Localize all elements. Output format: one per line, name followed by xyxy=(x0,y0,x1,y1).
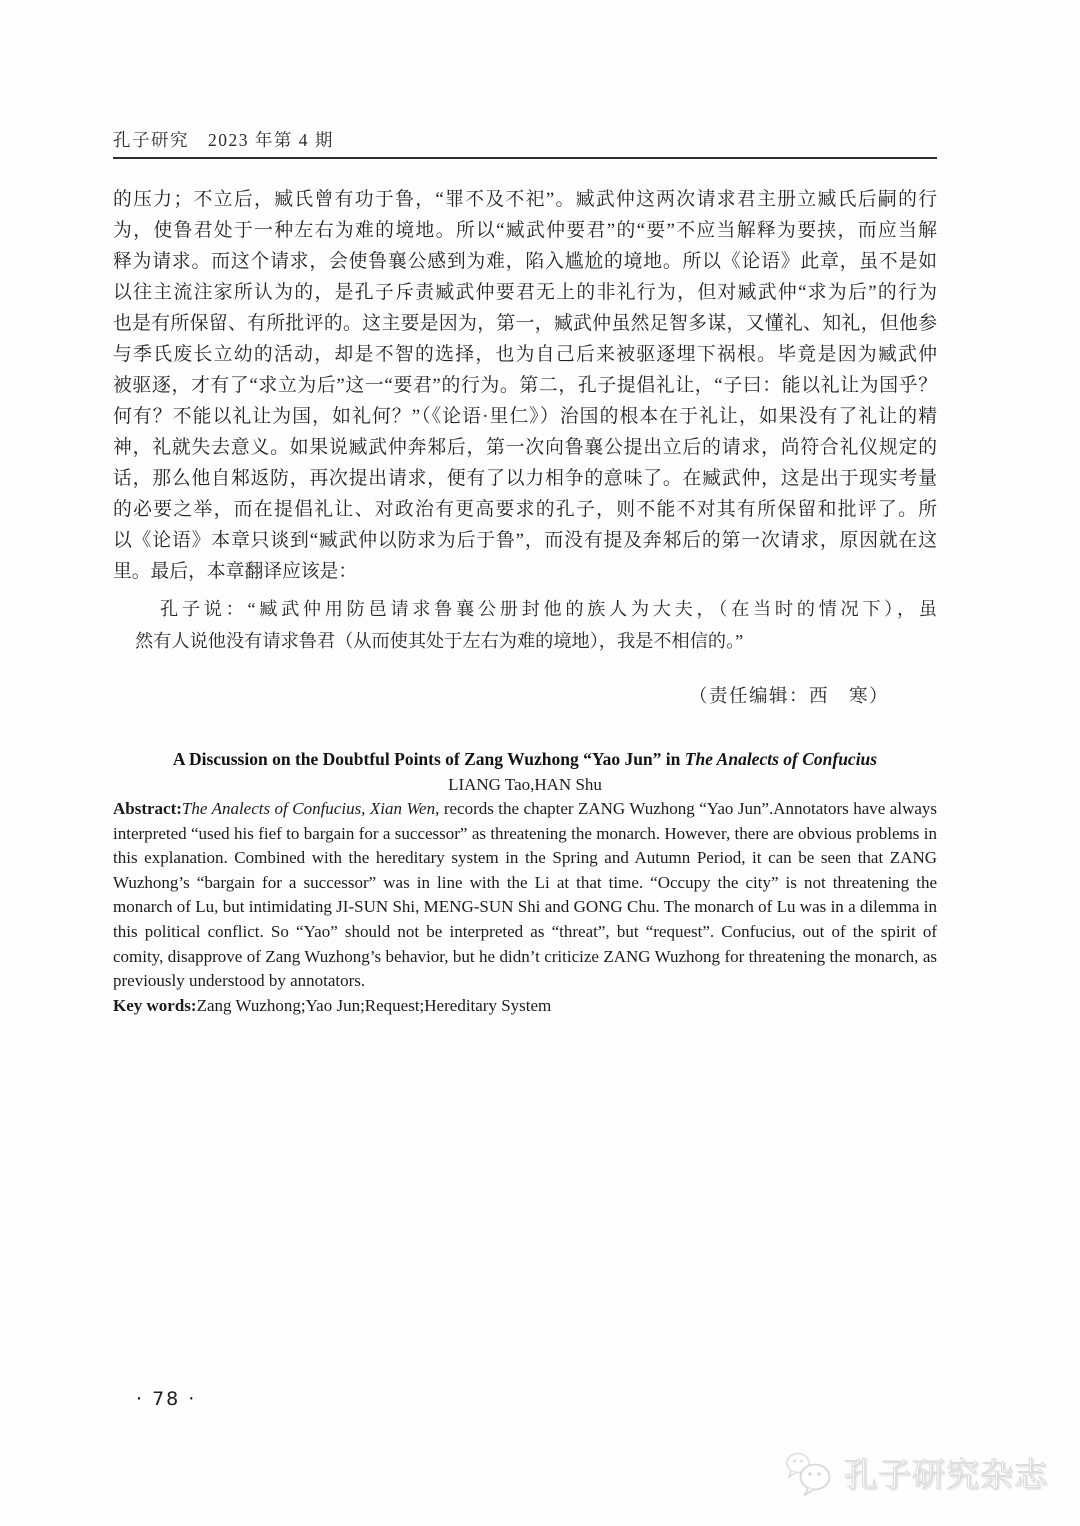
journal-watermark xyxy=(784,1449,1048,1496)
abstract-paragraph xyxy=(113,797,937,994)
responsible-editor-note: （责任编辑：西 寒） xyxy=(688,687,889,707)
body-line: 以《论语》本章只谈到“臧武仲以防求为后于鲁”，而没有提及奔邾后的第一次请求，原因就在这 xyxy=(113,530,937,551)
body-line: 的压力；不立后，臧氏曾有功于鲁，“罪不及不祀”。臧武仲这两次请求君主册立臧氏后嗣的行 xyxy=(113,189,937,210)
body-line: 也是有所保留、有所批评的。这主要是因为，第一，臧武仲虽然足智多谋，又懂礼、知礼，但他参 xyxy=(113,313,937,334)
page-number: · 78 · xyxy=(136,1388,197,1410)
body-line: 何有？不能以礼让为国，如礼何？”（《论语·里仁》）治国的根本在于礼让，如果没有了礼让的精 xyxy=(113,406,937,427)
english-title-regular: A Discussion on the Doubtful Points of Zang Wuzhong “Yao Jun” in xyxy=(172,749,685,769)
body-line: 释为请求。而这个请求，会使鲁襄公感到为难，陷入尴尬的境地。所以《论语》此章，虽不是如 xyxy=(113,251,937,272)
keywords-label: Key words: xyxy=(113,995,197,1015)
abstract-label: Abstract: xyxy=(113,799,182,818)
body-line: 与季氏废长立幼的活动，却是不智的选择，也为自己后来被驱逐埋下祸根。毕竟是因为臧武仲 xyxy=(113,344,937,365)
english-title-italic: The Analects of Confucius xyxy=(684,749,878,769)
abstract-source-italic: The Analects of Confucius, Xian Wen, xyxy=(181,799,440,818)
translation-quote xyxy=(113,593,937,657)
quote-line: 孔子说：“臧武仲用防邑请求鲁襄公册封他的族人为大夫，（在当时的情况下），虽 xyxy=(160,599,937,619)
body-line: 为，使鲁君处于一种左右为难的境地。所以“臧武仲要君”的“要”不应当解释为要挟，而应当解 xyxy=(113,220,937,241)
header-rule xyxy=(113,157,937,159)
body-line: 神，礼就失去意义。如果说臧武仲奔邾后，第一次向鲁襄公提出立后的请求，尚符合礼仪规定的 xyxy=(113,437,937,458)
journal-header: 孔子研究 2023 年第 4 期 xyxy=(113,130,334,150)
body-paragraph xyxy=(113,184,937,587)
body-line: 里。最后，本章翻译应该是： xyxy=(113,561,358,582)
abstract-section xyxy=(113,797,937,1018)
body-line: 被驱逐，才有了“求立为后”这一“要君”的行为。第二，孔子提倡礼让，“子曰：能以礼让为国乎？ xyxy=(113,375,937,396)
body-line: 以往主流注家所认为的，是孔子斥责臧武仲要君无上的非礼行为，但对臧武仲“求为后”的行为 xyxy=(113,282,937,303)
body-line: 话，那么他自邾返防，再次提出请求，便有了以力相争的意味了。在臧武仲，这是出于现实考量 xyxy=(113,468,937,489)
english-title xyxy=(113,749,937,770)
wechat-icon xyxy=(784,1450,836,1496)
authors: LIANG Tao,HAN Shu xyxy=(448,775,602,794)
watermark-text: 孔子研究杂志 xyxy=(844,1455,1048,1494)
keywords-text: Zang Wuzhong;Yao Jun;Request;Hereditary System xyxy=(196,995,552,1015)
keywords-line xyxy=(113,994,937,1019)
abstract-text: records the chapter ZANG Wuzhong “Yao Jun”.Annotators have always interpreted “used his fief to bargain for a successor” as threatening the monarch. However, there are obvious problems in this explanation. Combined with the hereditary system in the Spring and Autumn Period, it can be seen that ZANG Wuzhong’s “bargain for a successor” was in line with the Li at that time. “Occupy the city” is not threatening the monarch of Lu, but intimidating JI-SUN Shi, MENG-SUN Shi and GONG Chu. The monarch of Lu was in a dilemma in this political conflict. So “Yao” should not be interpreted as “threat”, but “request”. Confucius, out of the spirit of comity, disapprove of Zang Wuzhong’s behavior, but he didn’t criticize ZANG Wuzhong for threatening the monarch, as previously understood by annotators. xyxy=(113,799,938,991)
body-line: 的必要之举，而在提倡礼让、对政治有更高要求的孔子，则不能不对其有所保留和批评了。所 xyxy=(113,499,937,520)
quote-line: 然有人说他没有请求鲁君（从而使其处于左右为难的境地），我是不相信的。” xyxy=(135,631,744,651)
